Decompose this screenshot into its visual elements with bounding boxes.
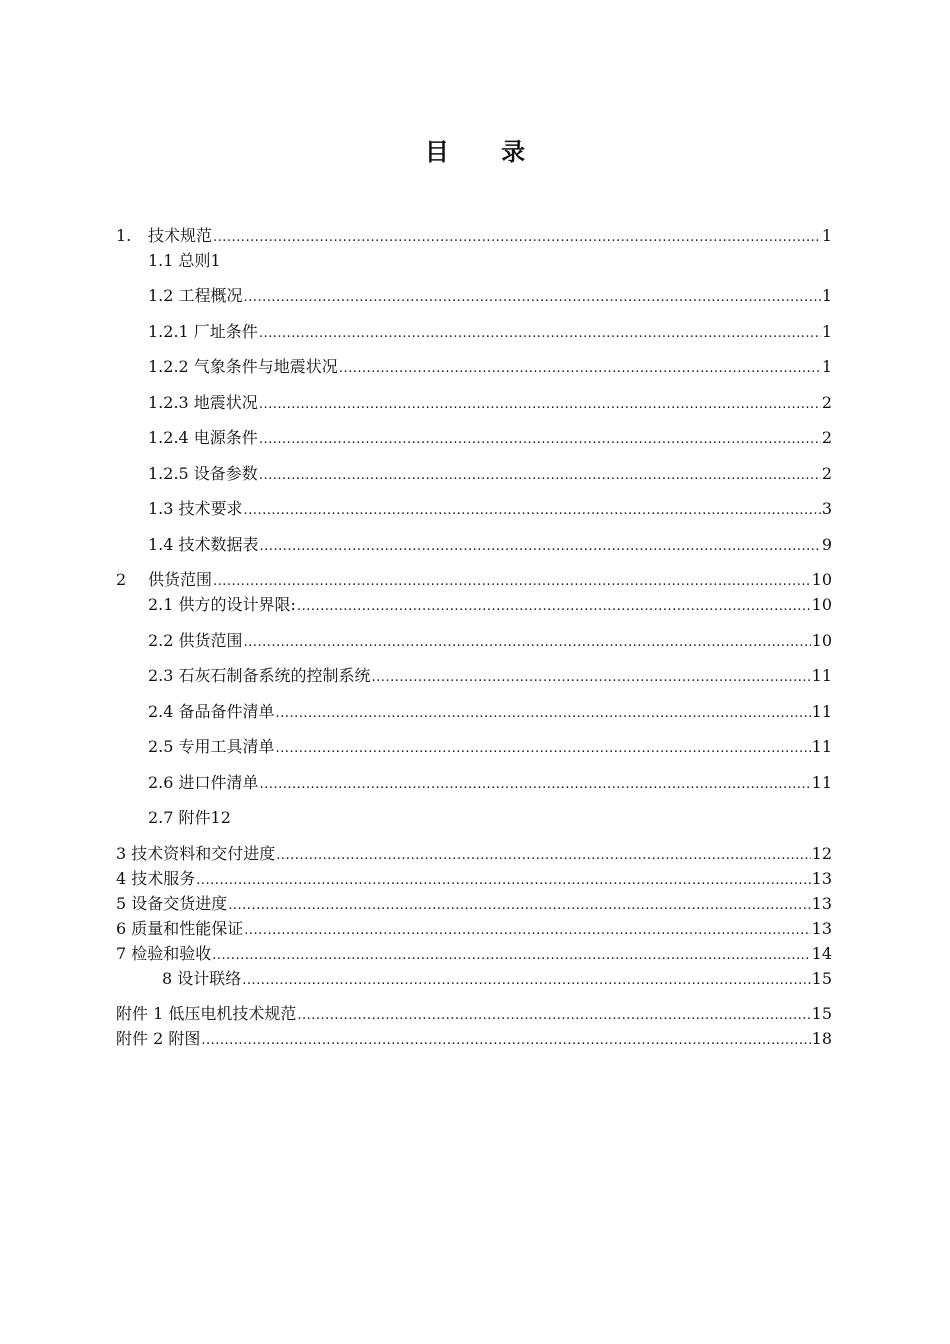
toc-entry[interactable]: [148, 534, 832, 556]
dot-leader: [297, 1005, 810, 1027]
toc-entry-number: 2: [116, 570, 127, 589]
toc-entry-label: 2.2 供货范围: [148, 631, 243, 650]
toc-entry[interactable]: [148, 701, 832, 723]
dot-leader: [276, 738, 811, 760]
toc-entry[interactable]: [116, 943, 832, 965]
toc-entry[interactable]: [148, 736, 832, 758]
toc-entry-label: 2.4 备品备件清单: [148, 702, 275, 721]
toc-entry-page: 15: [811, 1004, 832, 1023]
toc-entry[interactable]: [148, 807, 832, 829]
dot-leader: [228, 895, 810, 917]
toc-title: 目 录: [424, 138, 548, 166]
toc-entry[interactable]: [116, 868, 832, 890]
toc-entry[interactable]: [148, 321, 832, 343]
toc-entry-label: 1.2.2 气象条件与地震状况: [148, 357, 338, 376]
toc-entry-label: 4 技术服务: [116, 869, 196, 888]
toc-entry[interactable]: [148, 427, 832, 449]
toc-entry-page: 11: [811, 773, 832, 792]
dot-leader: [244, 287, 821, 309]
toc-entry-page: 1: [821, 357, 832, 376]
toc-entry[interactable]: [148, 498, 832, 520]
toc-entry-label: 8 设计联络: [162, 969, 242, 988]
toc-entry-page: 3: [821, 499, 832, 518]
toc-entry[interactable]: [116, 918, 832, 940]
dot-leader: [260, 774, 811, 796]
toc-entry-label: 附件 2 附图: [116, 1029, 201, 1048]
toc-entry-page: 18: [811, 1029, 832, 1048]
toc-entry[interactable]: [148, 392, 832, 414]
toc-entry-label: 1.2.3 地震状况: [148, 393, 258, 412]
toc-entry-page: 2: [821, 464, 832, 483]
toc-entry-label: 1.3 技术要求: [148, 499, 243, 518]
toc-entry[interactable]: [116, 1003, 832, 1025]
toc-entry-label: 2.3 石灰石制备系统的控制系统: [148, 666, 371, 685]
toc-entry-page: 11: [811, 666, 832, 685]
toc-entry-label: 2.7 附件12: [148, 808, 231, 827]
toc-entry-label: 2.6 进口件清单: [148, 773, 259, 792]
toc-entry[interactable]: [148, 630, 832, 652]
toc-entry-number: 1.: [116, 226, 132, 245]
toc-entry-label: 1.4 技术数据表: [148, 535, 259, 554]
dot-leader: [244, 920, 810, 942]
toc-entry[interactable]: [148, 665, 832, 687]
dot-leader: [259, 429, 821, 451]
dot-leader: [276, 845, 810, 867]
dot-leader: [242, 970, 810, 992]
toc-entry-label: 1.1 总则1: [148, 251, 221, 270]
toc-entry[interactable]: [116, 225, 832, 247]
toc-entry-label: 2.5 专用工具清单: [148, 737, 275, 756]
toc-entry-label: 7 检验和验收: [116, 944, 212, 963]
toc-entry-page: 13: [811, 894, 832, 913]
toc-entry[interactable]: [116, 843, 832, 865]
toc-entry[interactable]: [116, 569, 832, 591]
dot-leader: [212, 945, 810, 967]
toc-entry-page: 11: [811, 737, 832, 756]
toc-entry-page: 9: [821, 535, 832, 554]
toc-entry[interactable]: [148, 356, 832, 378]
toc-entry-label: 技术规范: [148, 226, 213, 245]
dot-leader: [244, 500, 821, 522]
toc-entry[interactable]: [162, 968, 832, 990]
toc-entry-label: 1.2 工程概况: [148, 286, 243, 305]
toc-entry-page: 12: [811, 844, 832, 863]
dot-leader: [259, 323, 821, 345]
dot-leader: [339, 358, 821, 380]
dot-leader: [213, 571, 811, 593]
toc-entry-page: 14: [811, 944, 832, 963]
toc-entry-label: 2.1 供方的设计界限:: [148, 595, 296, 614]
toc-entry-page: 2: [821, 393, 832, 412]
toc-entry[interactable]: [116, 1028, 832, 1050]
toc-entry[interactable]: [116, 893, 832, 915]
toc-entry[interactable]: [148, 285, 832, 307]
dot-leader: [213, 227, 821, 249]
toc-entry-label: 5 设备交货进度: [116, 894, 228, 913]
toc-entry-label: 1.2.4 电源条件: [148, 428, 258, 447]
toc-entry[interactable]: [148, 250, 832, 272]
toc-entry-page: 10: [811, 631, 832, 650]
toc-entry-page: 10: [811, 570, 832, 589]
toc-entry-page: 1: [821, 226, 832, 245]
toc-entry-label: 1.2.1 厂址条件: [148, 322, 258, 341]
toc-entry-label: 6 质量和性能保证: [116, 919, 244, 938]
dot-leader: [372, 667, 811, 689]
toc-entry-label: 附件 1 低压电机技术规范: [116, 1004, 297, 1023]
toc-entry-page: 13: [811, 869, 832, 888]
dot-leader: [297, 596, 811, 618]
dot-leader: [201, 1030, 810, 1052]
dot-leader: [244, 632, 811, 654]
toc-entry-page: 10: [811, 595, 832, 614]
dot-leader: [259, 394, 821, 416]
toc-entry-page: 11: [811, 702, 832, 721]
toc-entry[interactable]: [148, 594, 832, 616]
toc-entry-page: 1: [821, 286, 832, 305]
dot-leader: [276, 703, 811, 725]
toc-entry-label: 供货范围: [148, 570, 213, 589]
dot-leader: [260, 536, 821, 558]
toc-entry[interactable]: [148, 463, 832, 485]
toc-entry-page: 15: [811, 969, 832, 988]
toc-entry[interactable]: [148, 772, 832, 794]
toc-entry-label: 1.2.5 设备参数: [148, 464, 258, 483]
toc-entry-label: 3 技术资料和交付进度: [116, 844, 276, 863]
toc-entry-page: 2: [821, 428, 832, 447]
dot-leader: [259, 465, 821, 487]
toc-entry-page: 1: [821, 322, 832, 341]
dot-leader: [196, 870, 810, 892]
toc-entry-page: 13: [811, 919, 832, 938]
